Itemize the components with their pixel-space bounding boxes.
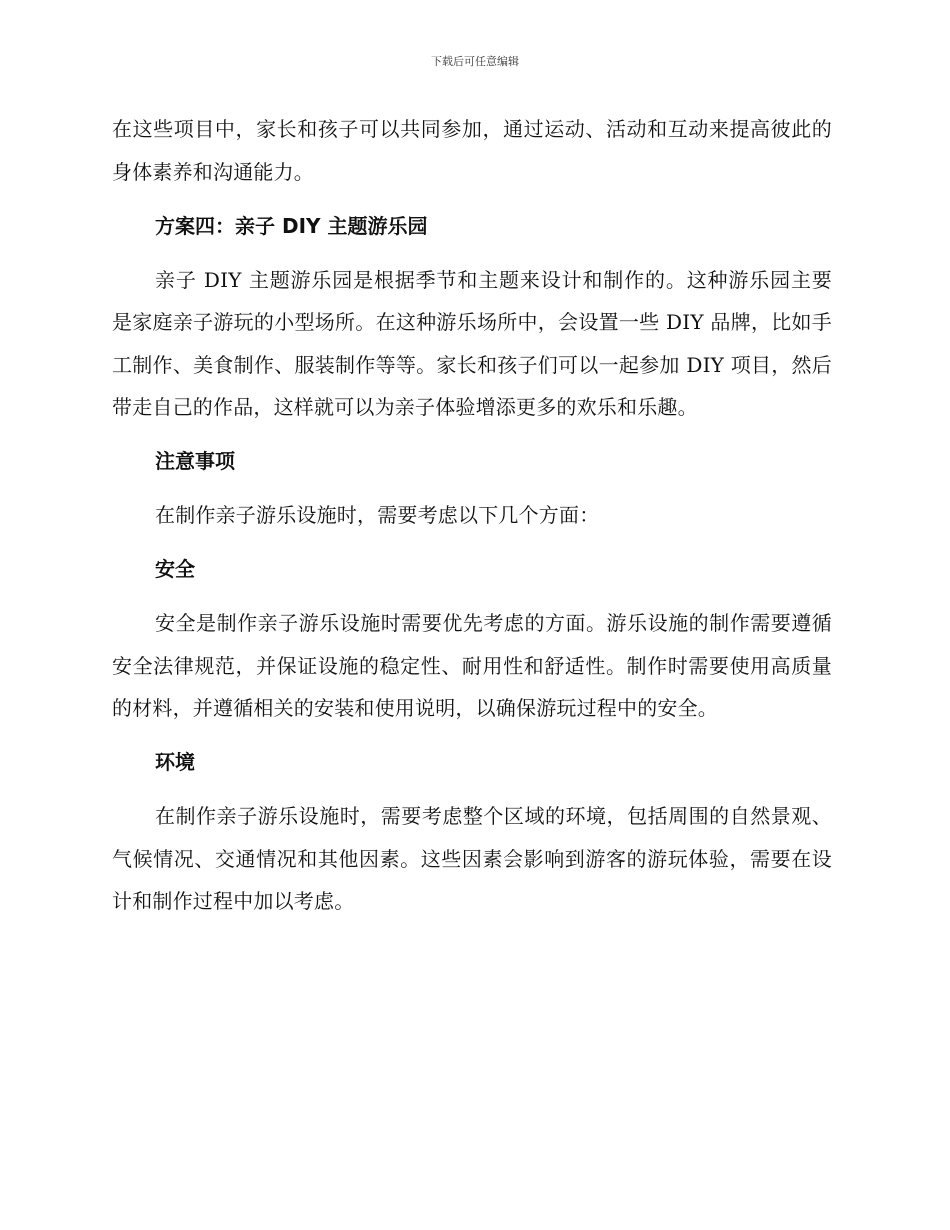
page-header: 下载后可任意编辑: [431, 55, 519, 68]
section-heading-notes: 注意事项: [155, 449, 235, 473]
document-body: [112, 108, 832, 923]
section-heading-environment: 环境: [155, 750, 195, 774]
section-heading-safety: 安全: [155, 557, 195, 581]
paragraph-safety: 安全是制作亲子游乐设施时需要优先考虑的方面。游乐设施的制作需要遵循安全法律规范，并保证设施的稳定性、耐用性和舒适性。制作时需要使用高质量的材料，并遵循相关的安装和使用说明，以确保游玩过程中的安全。: [112, 611, 832, 720]
paragraph-diy-park: 亲子 DIY 主题游乐园是根据季节和主题来设计和制作的。这种游乐园主要是家庭亲子游玩的小型场所。在这种游乐场所中，会设置一些 DIY 品牌，比如手工制作、美食制作、服装制作等等。家长和孩子们可以一起参加 DIY 项目，然后带走自己的作品，这样就可以为亲子体验增添更多的欢乐和乐趣。: [112, 267, 832, 419]
section-heading-plan-four: 方案四：亲子 DIY 主题游乐园: [155, 213, 428, 238]
paragraph-continued: 在这些项目中，家长和孩子可以共同参加，通过运动、活动和互动来提高彼此的身体素养和沟通能力。: [112, 117, 832, 184]
paragraph-environment: 在制作亲子游乐设施时，需要考虑整个区域的环境，包括周围的自然景观、气候情况、交通情况和其他因素。这些因素会影响到游客的游玩体验，需要在设计和制作过程中加以考虑。: [112, 804, 832, 913]
paragraph-notes-intro: 在制作亲子游乐设施时，需要考虑以下几个方面：: [155, 503, 600, 527]
